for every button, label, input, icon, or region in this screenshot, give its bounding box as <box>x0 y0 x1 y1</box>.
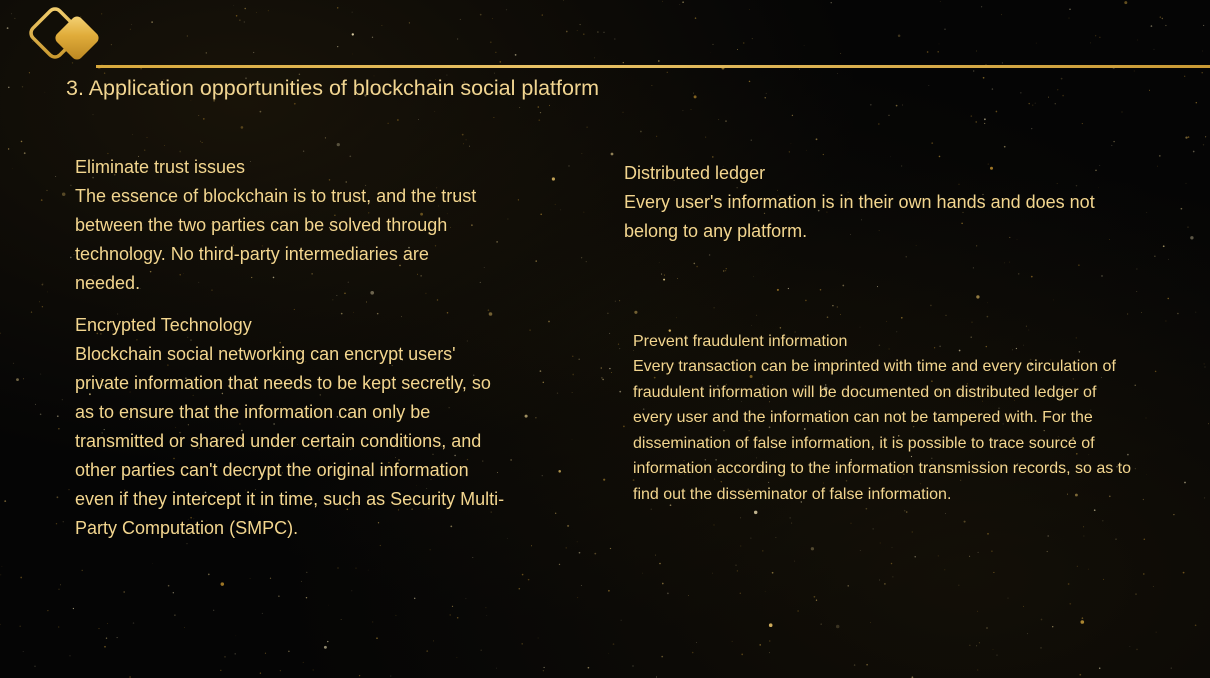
section-heading: Distributed ledger <box>624 163 766 183</box>
gold-diamond-logo-icon <box>22 6 106 72</box>
section-heading: Encrypted Technology <box>75 315 252 335</box>
section-encrypted-technology <box>75 311 510 543</box>
page-title: 3. Application opportunities of blockchain social platform <box>66 76 600 100</box>
section-heading: Prevent fraudulent information <box>633 333 848 350</box>
section-heading: Eliminate trust issues <box>75 157 246 177</box>
section-prevent-fraudulent-information <box>633 330 1138 507</box>
section-body: The essence of blockchain is to trust, and the trust between the two parties can be solved through technology. No third-party intermediaries are needed. <box>75 186 477 293</box>
section-body: Every user's information is in their own hands and does not belong to any platform. <box>624 192 1095 241</box>
section-eliminate-trust-issues <box>75 153 495 298</box>
header-divider-line <box>96 65 1210 68</box>
section-distributed-ledger <box>624 159 1144 246</box>
section-body: Blockchain social networking can encrypt users' private information that needs to be kept secretly, so as to ensure that the information can only be transmitted or shared under certain conditions, and other parties can't decrypt the original information even if they intercept it in time, such as Security Multi-Party Computation (SMPC). <box>75 344 505 538</box>
section-body: Every transaction can be imprinted with time and every circulation of fraudulent information will be documented on distributed ledger of every user and the information can not be tampered with. For the dissemination of false information, it is possible to trace source of information according to the information transmission records, so as to find out the disseminator of false information. <box>633 358 1132 503</box>
